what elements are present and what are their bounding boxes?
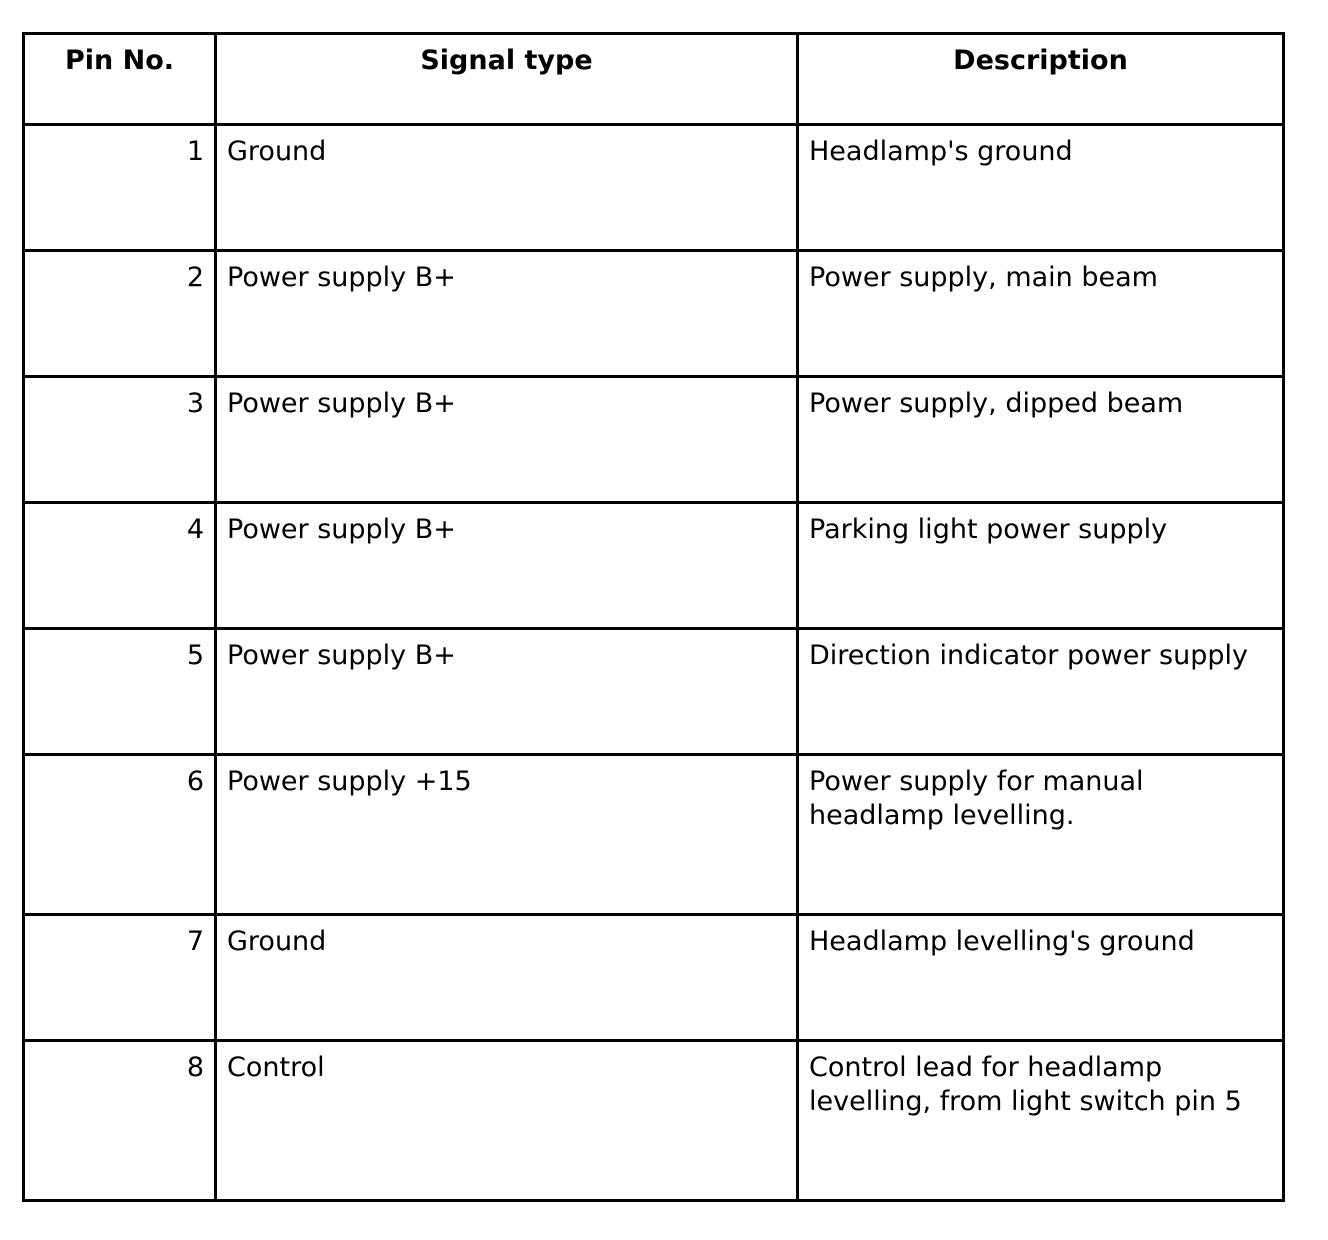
description: Headlamp's ground — [798, 125, 1284, 251]
pin-number: 5 — [24, 629, 216, 755]
description: Headlamp levelling's ground — [798, 915, 1284, 1041]
pin-number: 8 — [24, 1041, 216, 1201]
signal-type: Control — [216, 1041, 798, 1201]
description: Direction indicator power supply — [798, 629, 1284, 755]
pin-number: 3 — [24, 377, 216, 503]
header-description: Description — [798, 34, 1284, 125]
table-row — [24, 1041, 1284, 1201]
description: Power supply, dipped beam — [798, 377, 1284, 503]
table-row — [24, 125, 1284, 251]
pin-number: 4 — [24, 503, 216, 629]
pin-number: 1 — [24, 125, 216, 251]
signal-type: Ground — [216, 915, 798, 1041]
pin-assignment-table — [22, 32, 1285, 1202]
signal-type: Power supply B+ — [216, 503, 798, 629]
header-row — [24, 34, 1284, 125]
pin-number: 7 — [24, 915, 216, 1041]
description: Power supply for manual headlamp levelling. — [798, 755, 1284, 915]
pin-number: 6 — [24, 755, 216, 915]
table-row — [24, 251, 1284, 377]
table-row — [24, 377, 1284, 503]
signal-type: Power supply B+ — [216, 629, 798, 755]
pin-number: 2 — [24, 251, 216, 377]
signal-type: Power supply +15 — [216, 755, 798, 915]
table-row — [24, 755, 1284, 915]
table-row — [24, 915, 1284, 1041]
signal-type: Power supply B+ — [216, 377, 798, 503]
table-row — [24, 629, 1284, 755]
table-row — [24, 503, 1284, 629]
description: Control lead for headlamp levelling, from light switch pin 5 — [798, 1041, 1284, 1201]
signal-type: Power supply B+ — [216, 251, 798, 377]
signal-type: Ground — [216, 125, 798, 251]
header-pin-no: Pin No. — [24, 34, 216, 125]
header-signal-type: Signal type — [216, 34, 798, 125]
description: Power supply, main beam — [798, 251, 1284, 377]
description: Parking light power supply — [798, 503, 1284, 629]
